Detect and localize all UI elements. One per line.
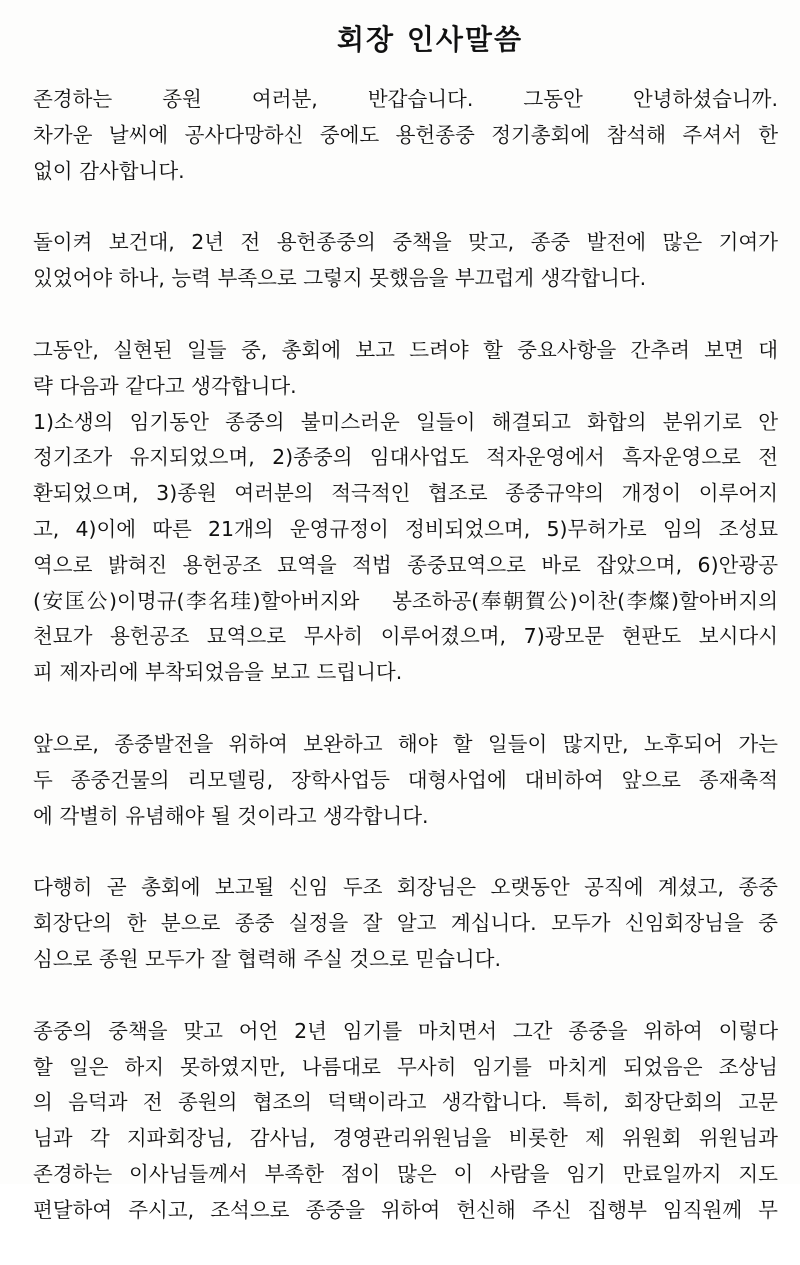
text-line: 의 음덕과 전 종원의 협조의 덕택이라고 생각합니다. 특히, 회장단회의 고문 — [33, 1090, 778, 1115]
text-line: 님과 각 지파회장님, 감사님, 경영관리위원님을 비롯한 제 위원회 위원님과 — [33, 1126, 778, 1151]
text-line: 돌이켜 보건대, 2년 전 용헌종중의 중책을 맞고, 종중 발전에 많은 기여가 — [33, 230, 778, 255]
text-line: 있었어야 하나, 능력 부족으로 그렇지 못했음을 부끄럽게 생각합니다. — [33, 266, 647, 291]
text-line: 천묘가 용헌공조 묘역으로 무사히 이루어졌으며, 7)광모문 현판도 보시다시 — [33, 624, 778, 649]
paragraph-successor — [33, 870, 778, 977]
text-line: 편달하여 주시고, 조석으로 종중을 위하여 헌신해 주신 집행부 임직원께 무 — [33, 1197, 778, 1222]
paragraph-gratitude — [33, 1014, 778, 1229]
text-line: 회장단의 한 분으로 종중 실정을 잘 알고 계십니다. 모두가 신임회장님을 중 — [33, 911, 778, 936]
text-line: 1)소생의 임기동안 종중의 불미스러운 일들이 해결되고 화합의 분위기로 안 — [33, 409, 778, 434]
text-line: 략 다음과 같다고 생각합니다. — [33, 373, 297, 398]
text-line: 앞으로, 종중발전을 위하여 보완하고 해야 할 일들이 많지만, 노후되어 가는 — [33, 731, 778, 756]
text-line: 없이 감사합니다. — [33, 158, 185, 183]
text-line: 두 종중건물의 리모델링, 장학사업등 대형사업에 대비하여 앞으로 종재축적 — [33, 767, 778, 792]
text-line: (安匡公)이명규(李名珪)할아버지와 봉조하공(奉朝賀公)이찬(李燦)할아버지의 — [33, 588, 778, 613]
text-line: 차가운 날씨에 공사다망하신 중에도 용헌종중 정기총회에 참석해 주셔서 한 — [33, 122, 778, 147]
letter-body — [33, 82, 778, 1265]
text-line: 존경하는 종원 여러분, 반갑습니다. 그동안 안녕하셨습니까. — [33, 87, 778, 111]
text-line: 다행히 곧 총회에 보고될 신임 두조 회장님은 오랫동안 공직에 계셨고, 종중 — [33, 875, 778, 900]
text-line: 할 일은 하지 못하였지만, 나름대로 무사히 임기를 마치게 되었음은 조상님 — [33, 1054, 778, 1079]
paragraph-greeting — [33, 82, 778, 189]
text-line: 피 제자리에 부착되었음을 보고 드립니다. — [33, 660, 403, 685]
paragraph-reflection — [33, 225, 778, 297]
paragraph-achievements — [33, 333, 778, 691]
text-line: 역으로 밝혀진 용헌공조 묘역을 적법 종중묘역으로 바로 잡았으며, 6)안광공 — [33, 552, 778, 577]
text-line: 그동안, 실현된 일들 중, 총회에 보고 드려야 할 중요사항을 간추려 보면 대 — [33, 337, 778, 362]
text-line: 정기조가 유지되었으며, 2)종중의 임대사업도 적자운영에서 흑자운영으로 전 — [33, 445, 778, 470]
text-line: 에 각별히 유념해야 될 것이라고 생각합니다. — [33, 803, 429, 828]
text-line: 종중의 중책을 맞고 어언 2년 임기를 마치면서 그간 종중을 위하여 이렇다 — [33, 1018, 778, 1043]
paragraph-future — [33, 727, 778, 834]
text-line: 존경하는 이사님들께서 부족한 점이 많은 이 사람을 임기 만료일까지 지도 — [33, 1161, 778, 1186]
text-line: 고, 4)이에 따른 21개의 운영규정이 정비되었으며, 5)무허가로 임의 조성묘 — [33, 516, 778, 541]
text-line: 심으로 종원 모두가 잘 협력해 주실 것으로 믿습니다. — [33, 946, 501, 971]
page-title: 회장 인사말씀 — [336, 23, 524, 56]
text-line: 환되었으며, 3)종원 여러분의 적극적인 협조로 종중규약의 개정이 이루어지 — [33, 481, 778, 506]
